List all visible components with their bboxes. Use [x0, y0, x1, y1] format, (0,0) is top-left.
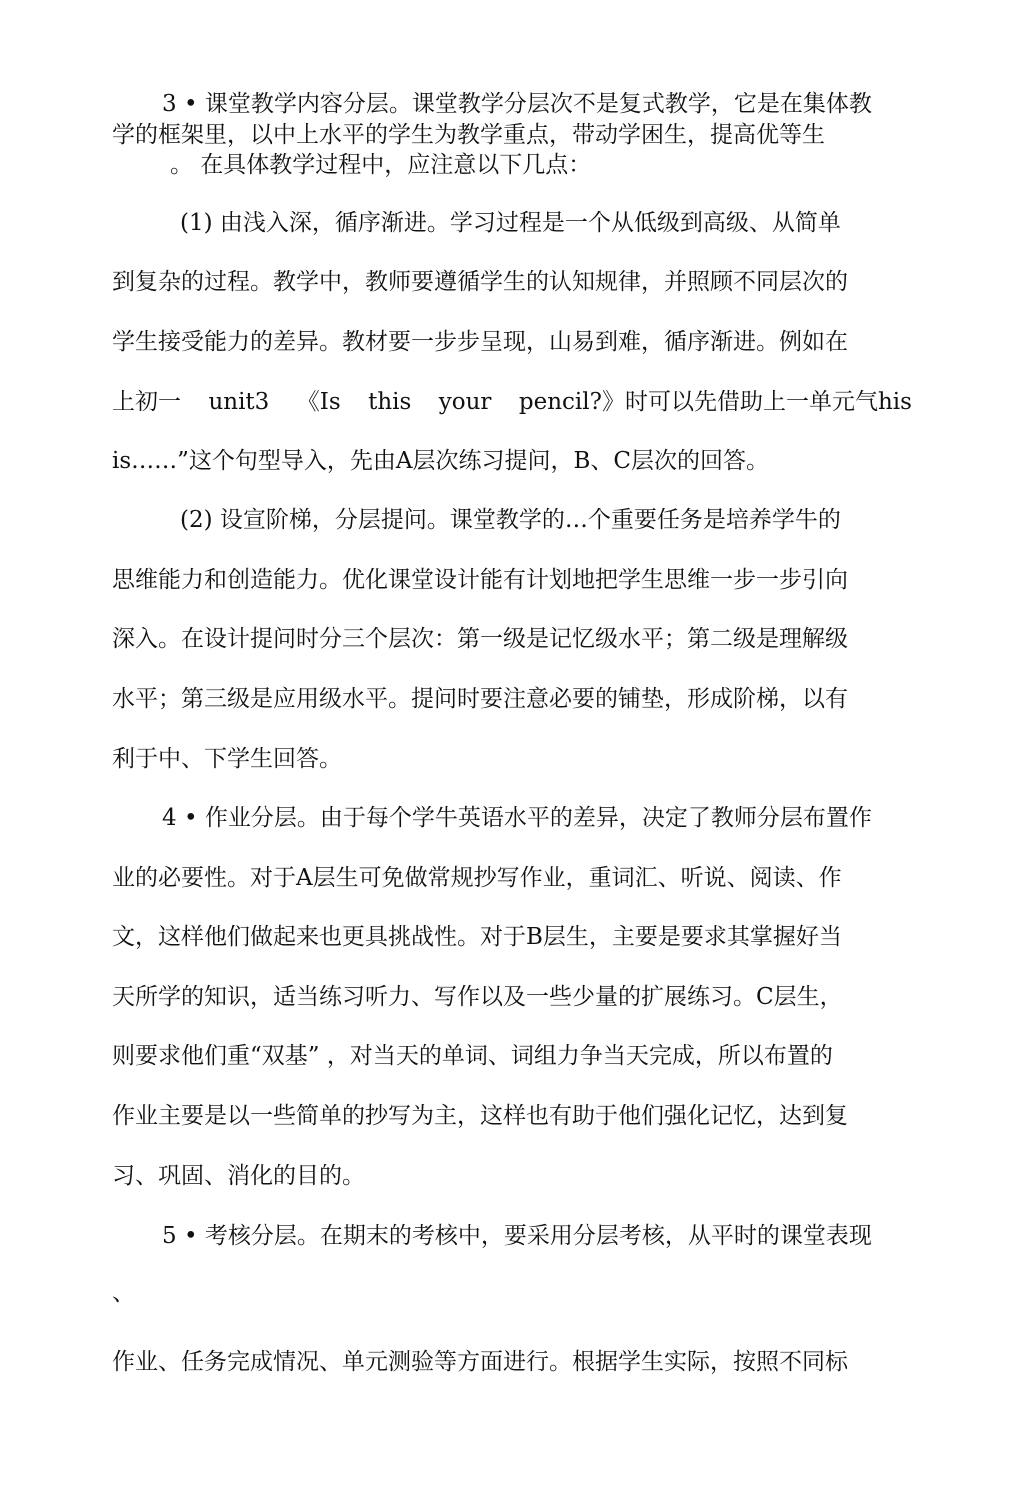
word: 《Is [296, 389, 341, 415]
word: this [368, 389, 412, 415]
word: unit3 [208, 389, 270, 415]
text-line: 5 • 考核分层。在期末的考核中，要采用分层考核，从平时的课堂表现 [162, 1223, 872, 1249]
text-line: (1) 由浅入深，循序渐进。学习过程是一个从低级到高级、从简单 [180, 210, 841, 236]
text-line: 则要求他们重“双基” ，对当天的单词、词组力争当天完成，所以布置的 [112, 1043, 833, 1069]
text-line: 学生接受能力的差异。教材要一步步呈现，山易到难，循序渐进。例如在 [112, 329, 848, 355]
text-line: 到复杂的过程。教学中，教师要遵循学生的认知规律，并照顾不同层次的 [112, 269, 848, 295]
text-line: 、 [112, 1280, 135, 1306]
text-line: 天所学的知识，适当练习听力、写作以及一些少量的扩展练习。C层生， [112, 984, 843, 1010]
text-line: 思维能力和创造能力。优化课堂设计能有计划地把学生思维一步一步引向 [112, 567, 848, 593]
text-line: 习、巩固、消化的目的。 [112, 1163, 365, 1189]
text-line: (2) 设宣阶梯，分层提问。课堂教学的…个重要任务是培养学牛的 [180, 507, 841, 533]
text-line: 作业、任务完成情况、单元测验等方面进行。根据学生实际，按照不同标 [112, 1349, 848, 1375]
text-line: 。 在具体教学过程中，应注意以下几点： [170, 152, 592, 178]
text-line: 业的必要性。对于A层生可免做常规抄写作业，重词汇、听说、阅读、作 [112, 865, 842, 891]
text-line: 学的框架里，以中上水平的学生为教学重点，带动学困生，提高优等生 [112, 122, 825, 148]
text-line: 深入。在设计提问时分三个层次：第一级是记忆级水平；第二级是理解级 [112, 626, 848, 652]
text-line: is……”这个句型导入，先由A层次练习提问，B、C层次的回答。 [112, 448, 770, 474]
text-line: 4 • 作业分层。由于每个学牛英语水平的差异，决定了教师分层布置作 [162, 805, 872, 831]
text-line: 3 • 课堂教学内容分层。课堂教学分层次不是复式教学，它是在集体教 [162, 91, 872, 117]
text-line: 作业主要是以一些简单的抄写为主，这样也有助于他们强化记忆，达到复 [112, 1103, 848, 1129]
word: your [438, 389, 492, 415]
word: pencil?》时可以先借助上一单元气his [518, 389, 912, 415]
text-line: 文，这样他们做起来也更具挑战性。对于B层生，主要是要求其掌握好当 [112, 924, 842, 950]
text-line-spaced [112, 387, 912, 417]
word: 上初一 [112, 389, 181, 415]
text-line: 利于中、下学生回答。 [112, 746, 342, 772]
text-line: 水平；第三级是应用级水平。提问时要注意必要的铺垫，形成阶梯，以有 [112, 686, 848, 712]
